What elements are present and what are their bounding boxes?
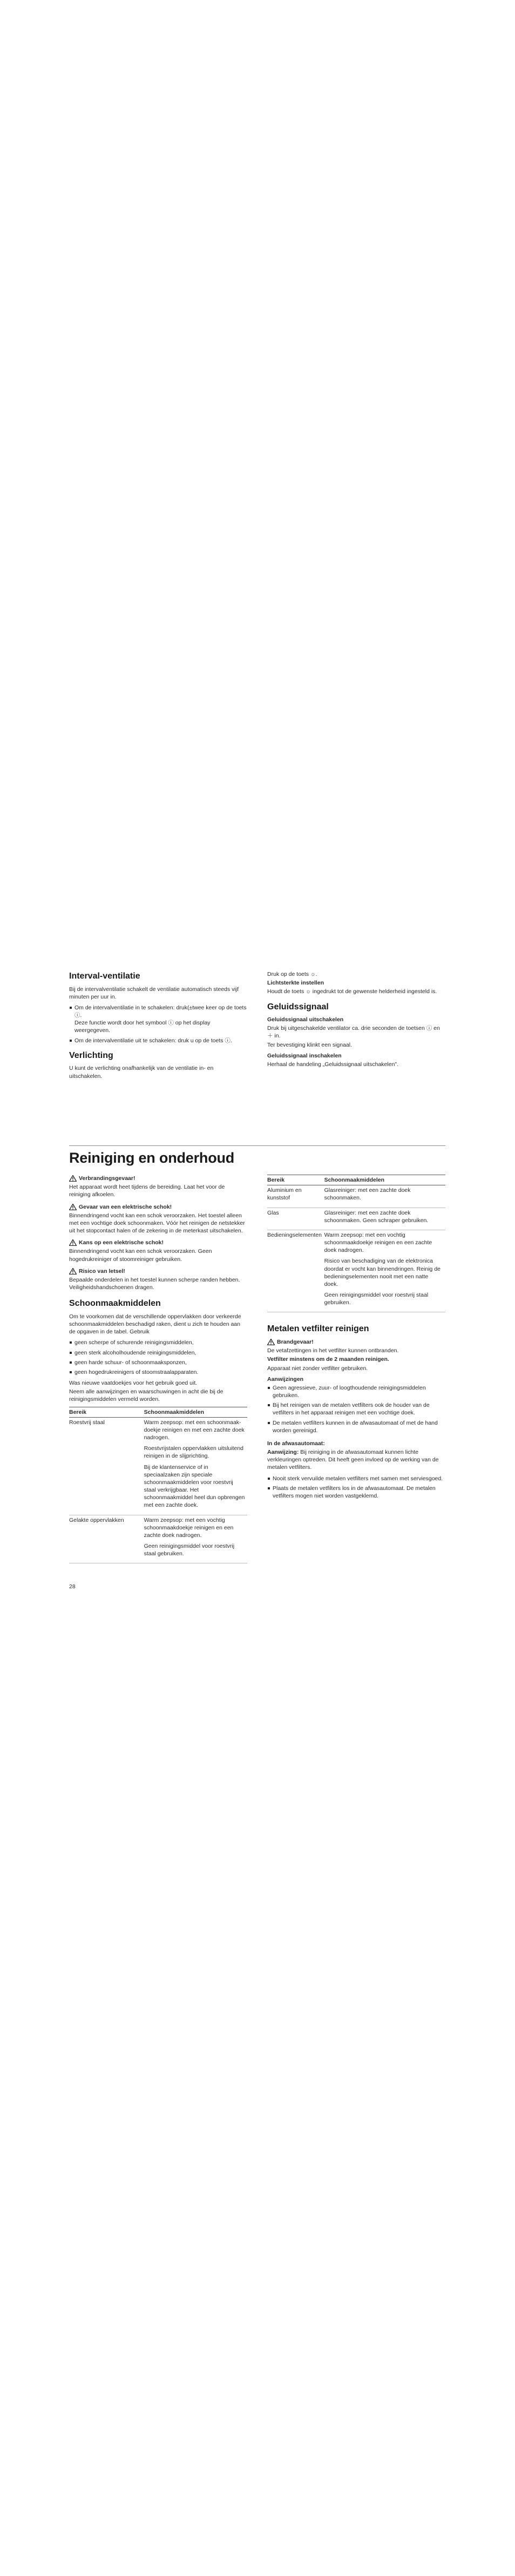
hints-title: Aanwijzingen [267,1375,304,1383]
interval-list [69,1004,247,1044]
dishwasher-note: Aanwijzing: Bij reiniging in de afwasautomaat kunnen lichte verkleuringen optreden. Dit heeft geen invloed op de werking van de metalen vetfilters. [267,1449,439,1471]
signal-confirm: Ter bevestiging klinkt een signaal. [267,1041,353,1048]
warning-shock-2-text: Binnendringend vocht kan een schok veroorzaken. Geen hogedrukreiniger of stoomreiniger gebruiken. [69,1248,212,1263]
dim-text: Houdt de toets ☼ ingedrukt tot de gewenste helderheid ingesteld is. [267,988,437,995]
cleaning-title: Schoonmaakmiddelen [69,1299,161,1309]
warning-fire: Brandgevaar! [267,1338,445,1346]
warning-fire-text: De vetafzettingen in het vetfilter kunnen ontbranden. [267,1347,399,1354]
table-cell-agents: Warm zeepsop: met een schoonmaak-doekje reinigen en met een zachte doek nadrogen. Roestvrijstalen oppervlakken uitsluitend reinigen in de slijprichting. Bij de klantenservice of in speciaalzaken zijn speciale schoonmaakmiddelen voor roestvrij staal verkrijgbaar. Het schoonmaakmiddel heel dun opbrengen met een zachte doek. [144,1417,247,1515]
warning-injury-text: Bepaalde onderdelen in het toestel kunnen scherpe randen hebben. Veiligheidshandschoenen dragen. [69,1276,240,1291]
warning-triangle-icon [69,1239,77,1246]
signal-on-text: Herhaal de handeling „Geluidssignaal uitschakelen". [267,1061,399,1068]
table-cell-agents: Warm zeepsop: met een vochtig schoonmaakdoekje reinigen en een zachte doek nadrogen. Risico van beschadiging van de elektronica doordat er vocht kan binnendringen. Reinig de bedieningselementen nooit met een natte doek. Geen reinigingsmiddel voor roestvrij staal gebruiken. [324,1230,445,1312]
warning-burn-text: Het apparaat wordt heet tijdens de bereiding. Laat het voor de reiniging afkoelen. [69,1184,225,1198]
press-light-text: Druk op de toets ☼. [267,971,317,977]
list-item: geen sterk alcoholhoudende reinigingsmiddelen, [74,1349,247,1357]
light-signal-section [267,970,445,1071]
table-cell-area: Roestvrij staal [69,1417,144,1515]
list-item: geen hogedrukreinigers of stoomstraalapparaten. [74,1368,247,1376]
signal-off-text: Druk bij uitgeschakelde ventilator ca. drie seconden de toetsen ⓘ en ＋ in. [267,1025,440,1040]
list-item: De metalen vetfilters kunnen in de afwasautomaat of met de hand worden gereinigd. [273,1419,445,1434]
table-row [267,1208,445,1230]
table-cell-area: Gelakte oppervlakken [69,1515,144,1563]
table-cell-agents: Glasreiniger: met een zachte doek schoonmaken. Geen schraper gebruiken. [324,1208,445,1230]
table-row [69,1417,247,1515]
cleaning-table-right [267,1175,445,1312]
table-header: Schoonmaakmiddelen [324,1175,445,1185]
warning-shock: Gevaar van een elektrische schok! [69,1203,247,1211]
table-cell-area: Glas [267,1208,324,1230]
table-cell-agents: Glasreiniger: met een zachte doek schoonmaken. [324,1185,445,1208]
table-cell-area: Bedieningselementen [267,1230,324,1312]
cleaning-intro: Om te voorkomen dat de verschillende oppervlakken door verkeerde schoonmaakmiddelen beschadigd raken, dient u zich te houden aan de opgaven in de tabel. Gebruik [69,1313,241,1336]
dishwasher-list [267,1475,445,1500]
table-header: Schoonmaakmiddelen [144,1407,247,1417]
cleaning-table-left [69,1407,247,1564]
list-item: Geen agressieve, zuur- of loogthoudende reinigingsmiddelen gebruiken. [273,1384,445,1399]
cleaning-after-2: Neem alle aanwijzingen en waarschuwingen in acht die bij de reinigingsmiddelen vermeld worden. [69,1388,223,1403]
cleaning-right-column [267,1175,445,1503]
lighting-title: Verlichting [69,1050,113,1060]
dim-title: Lichtsterkte instellen [267,980,324,987]
table-header-row [69,1407,247,1417]
interval-section [69,970,247,1083]
hints-list [267,1384,445,1434]
warning-shock-2: Kans op een elektrische schok! [69,1239,247,1246]
warning-triangle-icon [267,1339,275,1345]
list-item: geen scherpe of schurende reinigingsmiddelen, [74,1339,247,1346]
list-item: Nooit sterk vervuilde metalen vetfilters met samen met serviesgoed. [273,1475,445,1482]
table-cell-agents: Warm zeepsop: met een vochtig schoonmaakdoekje reinigen en een zachte doek nadrogen. Geen reinigingsmiddel voor roestvrij staal gebruiken. [144,1515,247,1563]
signal-off-title: Geluidssignaal uitschakelen [267,1016,344,1023]
list-item: geen harde schuur- of schoonmaaksponzen, [74,1359,247,1366]
warning-injury: Risico van letsel! [69,1267,247,1275]
list-item: Bij het reinigen van de metalen vetfilters ook de houder van de vetfilters in het apparaat reinigen met een vochtige doek. [273,1401,445,1417]
cleaning-after-1: Was nieuwe vaatdoekjes voor het gebruik goed uit. [69,1380,198,1387]
section-divider [69,1145,445,1146]
table-row [267,1230,445,1312]
warning-triangle-icon [69,1175,77,1182]
filter-title: Metalen vetfilter reinigen [267,1324,369,1334]
table-header: Bereik [267,1175,324,1185]
interval-note: Deze functie wordt door het symbool ⓘ op het display weergegeven. [74,1020,211,1034]
warning-triangle-icon [69,1268,77,1274]
signal-title: Geluidssignaal [267,1002,329,1011]
cleaning-list [69,1339,247,1376]
list-item: Om de intervalventilatie uit te schakelen: druk u op de toets ⓘ. [74,1037,247,1044]
filter-text: Apparaat niet zonder vetfilter gebruiken. [267,1365,368,1372]
section-header [69,1148,445,1168]
table-row [69,1515,247,1563]
signal-on-title: Geluidssignaal inschakelen [267,1052,342,1059]
section-title: Reiniging en onderhoud [69,1150,235,1166]
dishwasher-title: In de afwasautomaat: [267,1440,325,1447]
table-cell-area: Aluminium en kunststof [267,1185,324,1208]
filter-interval: Vetfilter minstens om de 2 maanden reinigen. [267,1356,389,1363]
interval-intro: Bij de intervalventilatie schakelt de ventilatie automatisch steeds vijf minuten per uur in. [69,986,239,1000]
page-number: 28 [69,1583,76,1590]
list-item: Plaats de metalen vetfilters los in de afwasautomaat. De metalen vetfilters mogen niet worden vastgeklemd. [273,1485,445,1500]
table-row [267,1185,445,1208]
table-header: Bereik [69,1407,144,1417]
table-header-row [267,1175,445,1185]
warning-triangle-icon [69,1204,77,1210]
warning-burn: Verbrandingsgevaar! [69,1175,247,1182]
list-item: Om de intervalventilatie in te schakelen: druk(±twee keer op de toets ⓘ. Deze functie wordt door het symbool ⓘ op het display weergegeven. [74,1004,247,1034]
warning-shock-text: Binnendringend vocht kan een schok veroorzaken. Het toestel alleen met een vochtige doek schoonmaken. Vóór het reinigen de netstekker uit het stopcontact halen of de zekering in de meterkast uitschakelen. [69,1212,245,1235]
cleaning-left-column [69,1175,247,1569]
lighting-text: U kunt de verlichting onafhankelijk van de ventilatie in- en uitschakelen. [69,1065,214,1080]
interval-title: Interval-ventilatie [69,972,140,981]
